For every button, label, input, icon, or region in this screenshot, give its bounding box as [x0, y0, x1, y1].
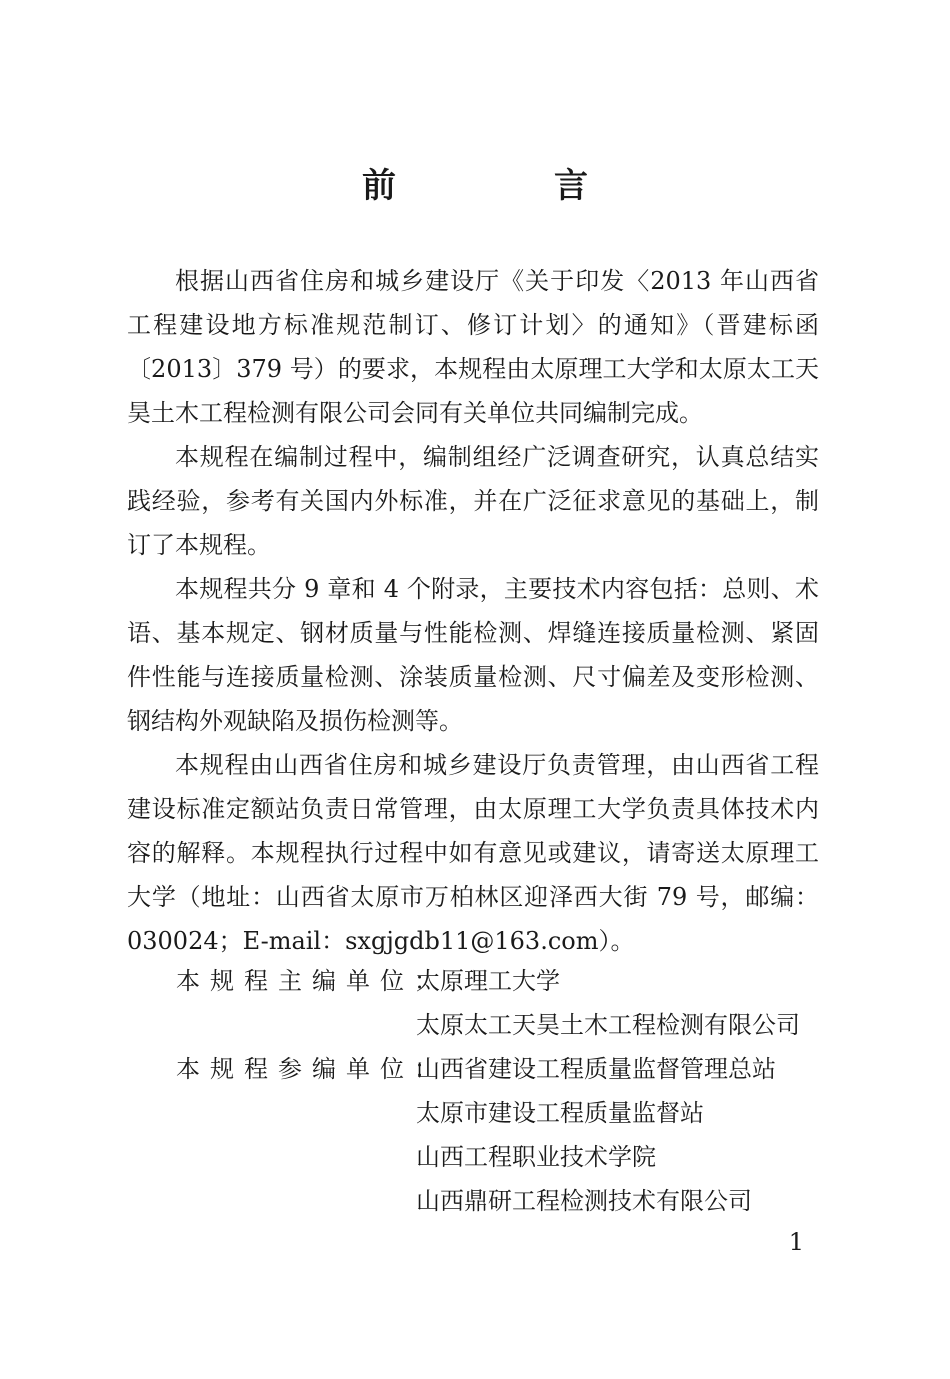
participating-unit-name: 山西工程职业技术学院	[416, 1143, 656, 1171]
preface-paragraph-3: 本规程共分 9 章和 4 个附录，主要技术内容包括：总则、术语、基本规定、钢材质量与性能检测、焊缝连接质量检测、紧固件性能与连接质量检测、涂装质量检测、尺寸偏差及变形检测、钢结构外观缺陷及损伤检测等。	[127, 575, 819, 735]
preface-paragraph-4: 本规程由山西省住房和城乡建设厅负责管理，由山西省工程建设标准定额站负责日常管理，由太原理工大学负责具体技术内容的解释。本规程执行过程中如有意见或建议，请寄送太原理工大学（地址：山西省太原市万柏林区迎泽西大街 79 号，邮编：030024；E-mail：sxgjgdb11@163.com）。	[127, 751, 819, 955]
page-title: 前 言	[362, 166, 650, 206]
chief-unit-name: 太原太工天昊土木工程检测有限公司	[416, 1011, 800, 1039]
editing-units	[176, 959, 800, 1223]
chief-unit-row	[176, 959, 800, 1003]
participating-unit-row	[176, 1179, 800, 1223]
page-number: 1	[788, 1228, 804, 1256]
participating-units-label: 本规程参编单位：	[176, 1055, 448, 1083]
participating-unit-row	[176, 1091, 800, 1135]
chief-unit-name: 太原理工大学	[416, 967, 560, 995]
participating-unit-name: 山西鼎研工程检测技术有限公司	[416, 1187, 752, 1215]
chief-unit-row	[176, 1003, 800, 1047]
preface-body	[127, 259, 819, 963]
chief-units-label: 本规程主编单位：	[176, 967, 448, 995]
preface-paragraph-2: 本规程在编制过程中，编制组经广泛调查研究，认真总结实践经验，参考有关国内外标准，并在广泛征求意见的基础上，制订了本规程。	[127, 443, 819, 559]
preface-paragraph-1: 根据山西省住房和城乡建设厅《关于印发〈2013 年山西省工程建设地方标准规范制订、修订计划〉的通知》（晋建标函〔2013〕379 号）的要求，本规程由太原理工大学和太原太工天昊土木工程检测有限公司会同有关单位共同编制完成。	[127, 267, 819, 427]
participating-unit-name: 太原市建设工程质量监督站	[416, 1099, 704, 1127]
participating-unit-name: 山西省建设工程质量监督管理总站	[416, 1055, 776, 1083]
participating-unit-row	[176, 1135, 800, 1179]
participating-unit-row	[176, 1047, 800, 1091]
